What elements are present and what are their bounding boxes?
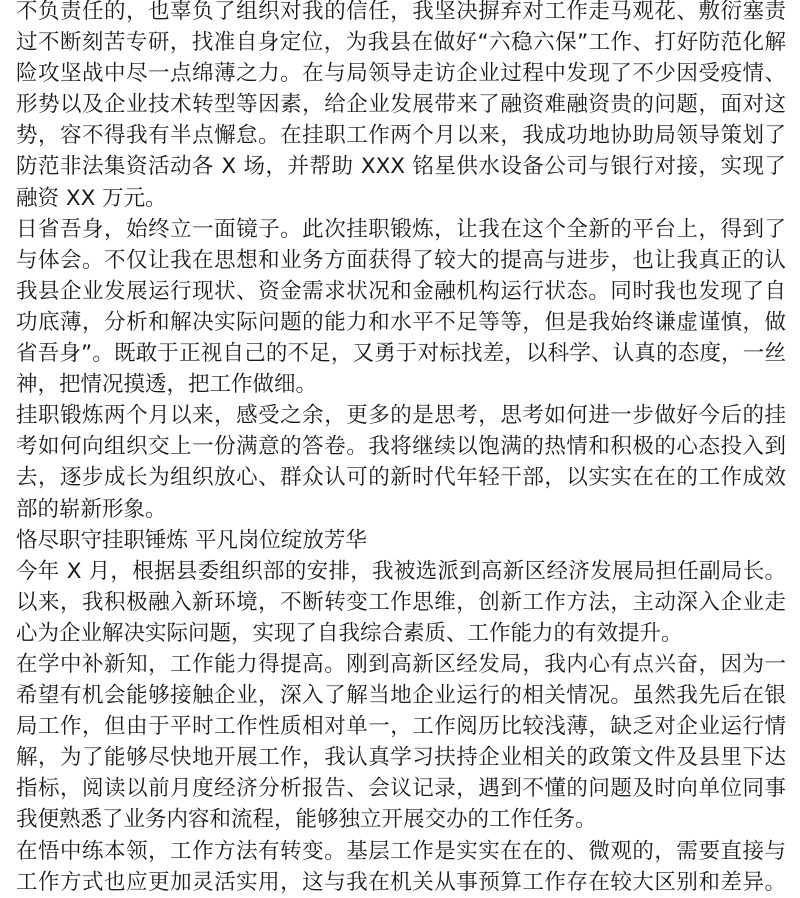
section-heading: [16, 525, 786, 556]
text-line: 防范非法集资活动各 X 场，并帮助 XXX 铭星供水设备公司与银行对接，实现了: [16, 154, 786, 180]
text-line: 不负责任的，也辜负了组织对我的信任，我坚决摒弃对工作走马观花、敷衍塞责: [16, 0, 786, 24]
paragraph: [16, 214, 786, 401]
text-line: 功底薄，分析和解决实际问题的能力和水平不足等等，但是我始终谦虚谨慎，做: [16, 309, 786, 335]
text-line: 部的崭新形象。: [16, 496, 167, 522]
text-line: 我县企业发展运行现状、资金需求状况和金融机构运行状态。同时我也发现了自: [16, 278, 786, 304]
text-line: 在悟中练本领，工作方法有转变。基层工作是实实在在的、微观的，需要直接与: [16, 838, 786, 864]
text-line: 指标，阅读以前月度经济分析报告、会议记录，遇到不懂的问题及时向单位同事: [16, 776, 786, 802]
text-line: 今年 X 月，根据县委组织部的安排，我被选派到高新区经济发展局担任副局长。: [16, 558, 786, 584]
text-line: 在学中补新知，工作能力得提高。刚到高新区经发局，我内心有点兴奋，因为一: [16, 651, 786, 677]
text-line: 省吾身”。既敢于正视自己的不足，又勇于对标找差，以科学、认真的态度，一丝: [16, 341, 786, 367]
text-line: 考如何向组织交上一份满意的答卷。我将继续以饱满的热情和积极的心态投入到: [16, 434, 786, 460]
paragraph: [16, 649, 786, 836]
text-line: 心为企业解决实际问题，实现了自我综合素质、工作能力的有效提升。: [16, 620, 683, 646]
text-line: 险攻坚战中尽一点绵薄之力。在与局领导走访企业过程中发现了不少因受疫情、: [16, 61, 786, 87]
text-line: 挂职锻炼两个月以来，感受之余，更多的是思考，思考如何进一步做好今后的挂: [16, 403, 786, 429]
text-line: 融资 XX 万元。: [16, 185, 167, 211]
text-line: 恪尽职守挂职锤炼 平凡岗位绽放芳华: [16, 527, 367, 553]
text-line: 以来，我积极融入新环境，不断转变工作思维，创新工作方法，主动深入企业走: [16, 589, 786, 615]
text-line: 势，容不得我有半点懈怠。在挂职工作两个月以来，我成功地协助局领导策划了: [16, 123, 786, 149]
paragraph: [16, 556, 786, 649]
text-line: 过不断刻苦专研，找准自身定位，为我县在做好“六稳六保”工作、打好防范化解: [16, 30, 786, 56]
text-line: 去，逐步成长为组织放心、群众认可的新时代年轻干部，以实实在在的工作成效: [16, 465, 786, 491]
text-line: 神，把情况摸透，把工作做细。: [16, 372, 318, 398]
text-line: 形势以及企业技术转型等因素，给企业发展带来了融资难融资贵的问题，面对这: [16, 92, 786, 118]
document-body: [16, 0, 786, 898]
text-line: 局工作，但由于平时工作性质相对单一，工作阅历比较浅薄，缺乏对企业运行情: [16, 714, 786, 740]
paragraph: [16, 400, 786, 524]
text-line: 与体会。不仅让我在思想和业务方面获得了较大的提高与进步，也让我真正的认: [16, 247, 786, 273]
paragraph: [16, 0, 786, 214]
text-line: 我便熟悉了业务内容和流程，能够独立开展交办的工作任务。: [16, 807, 597, 833]
text-line: 希望有机会能够接触企业，深入了解当地企业运行的相关情况。虽然我先后在银: [16, 683, 786, 709]
text-line: 解，为了能够尽快地开展工作，我认真学习扶持企业相关的政策文件及县里下达: [16, 745, 786, 771]
text-line: 工作方式也应更加灵活实用，这与我在机关从事预算工作存在较大区别和差异。: [16, 869, 786, 895]
text-line: 日省吾身，始终立一面镜子。此次挂职锻炼，让我在这个全新的平台上，得到了: [16, 216, 786, 242]
paragraph: [16, 836, 786, 898]
